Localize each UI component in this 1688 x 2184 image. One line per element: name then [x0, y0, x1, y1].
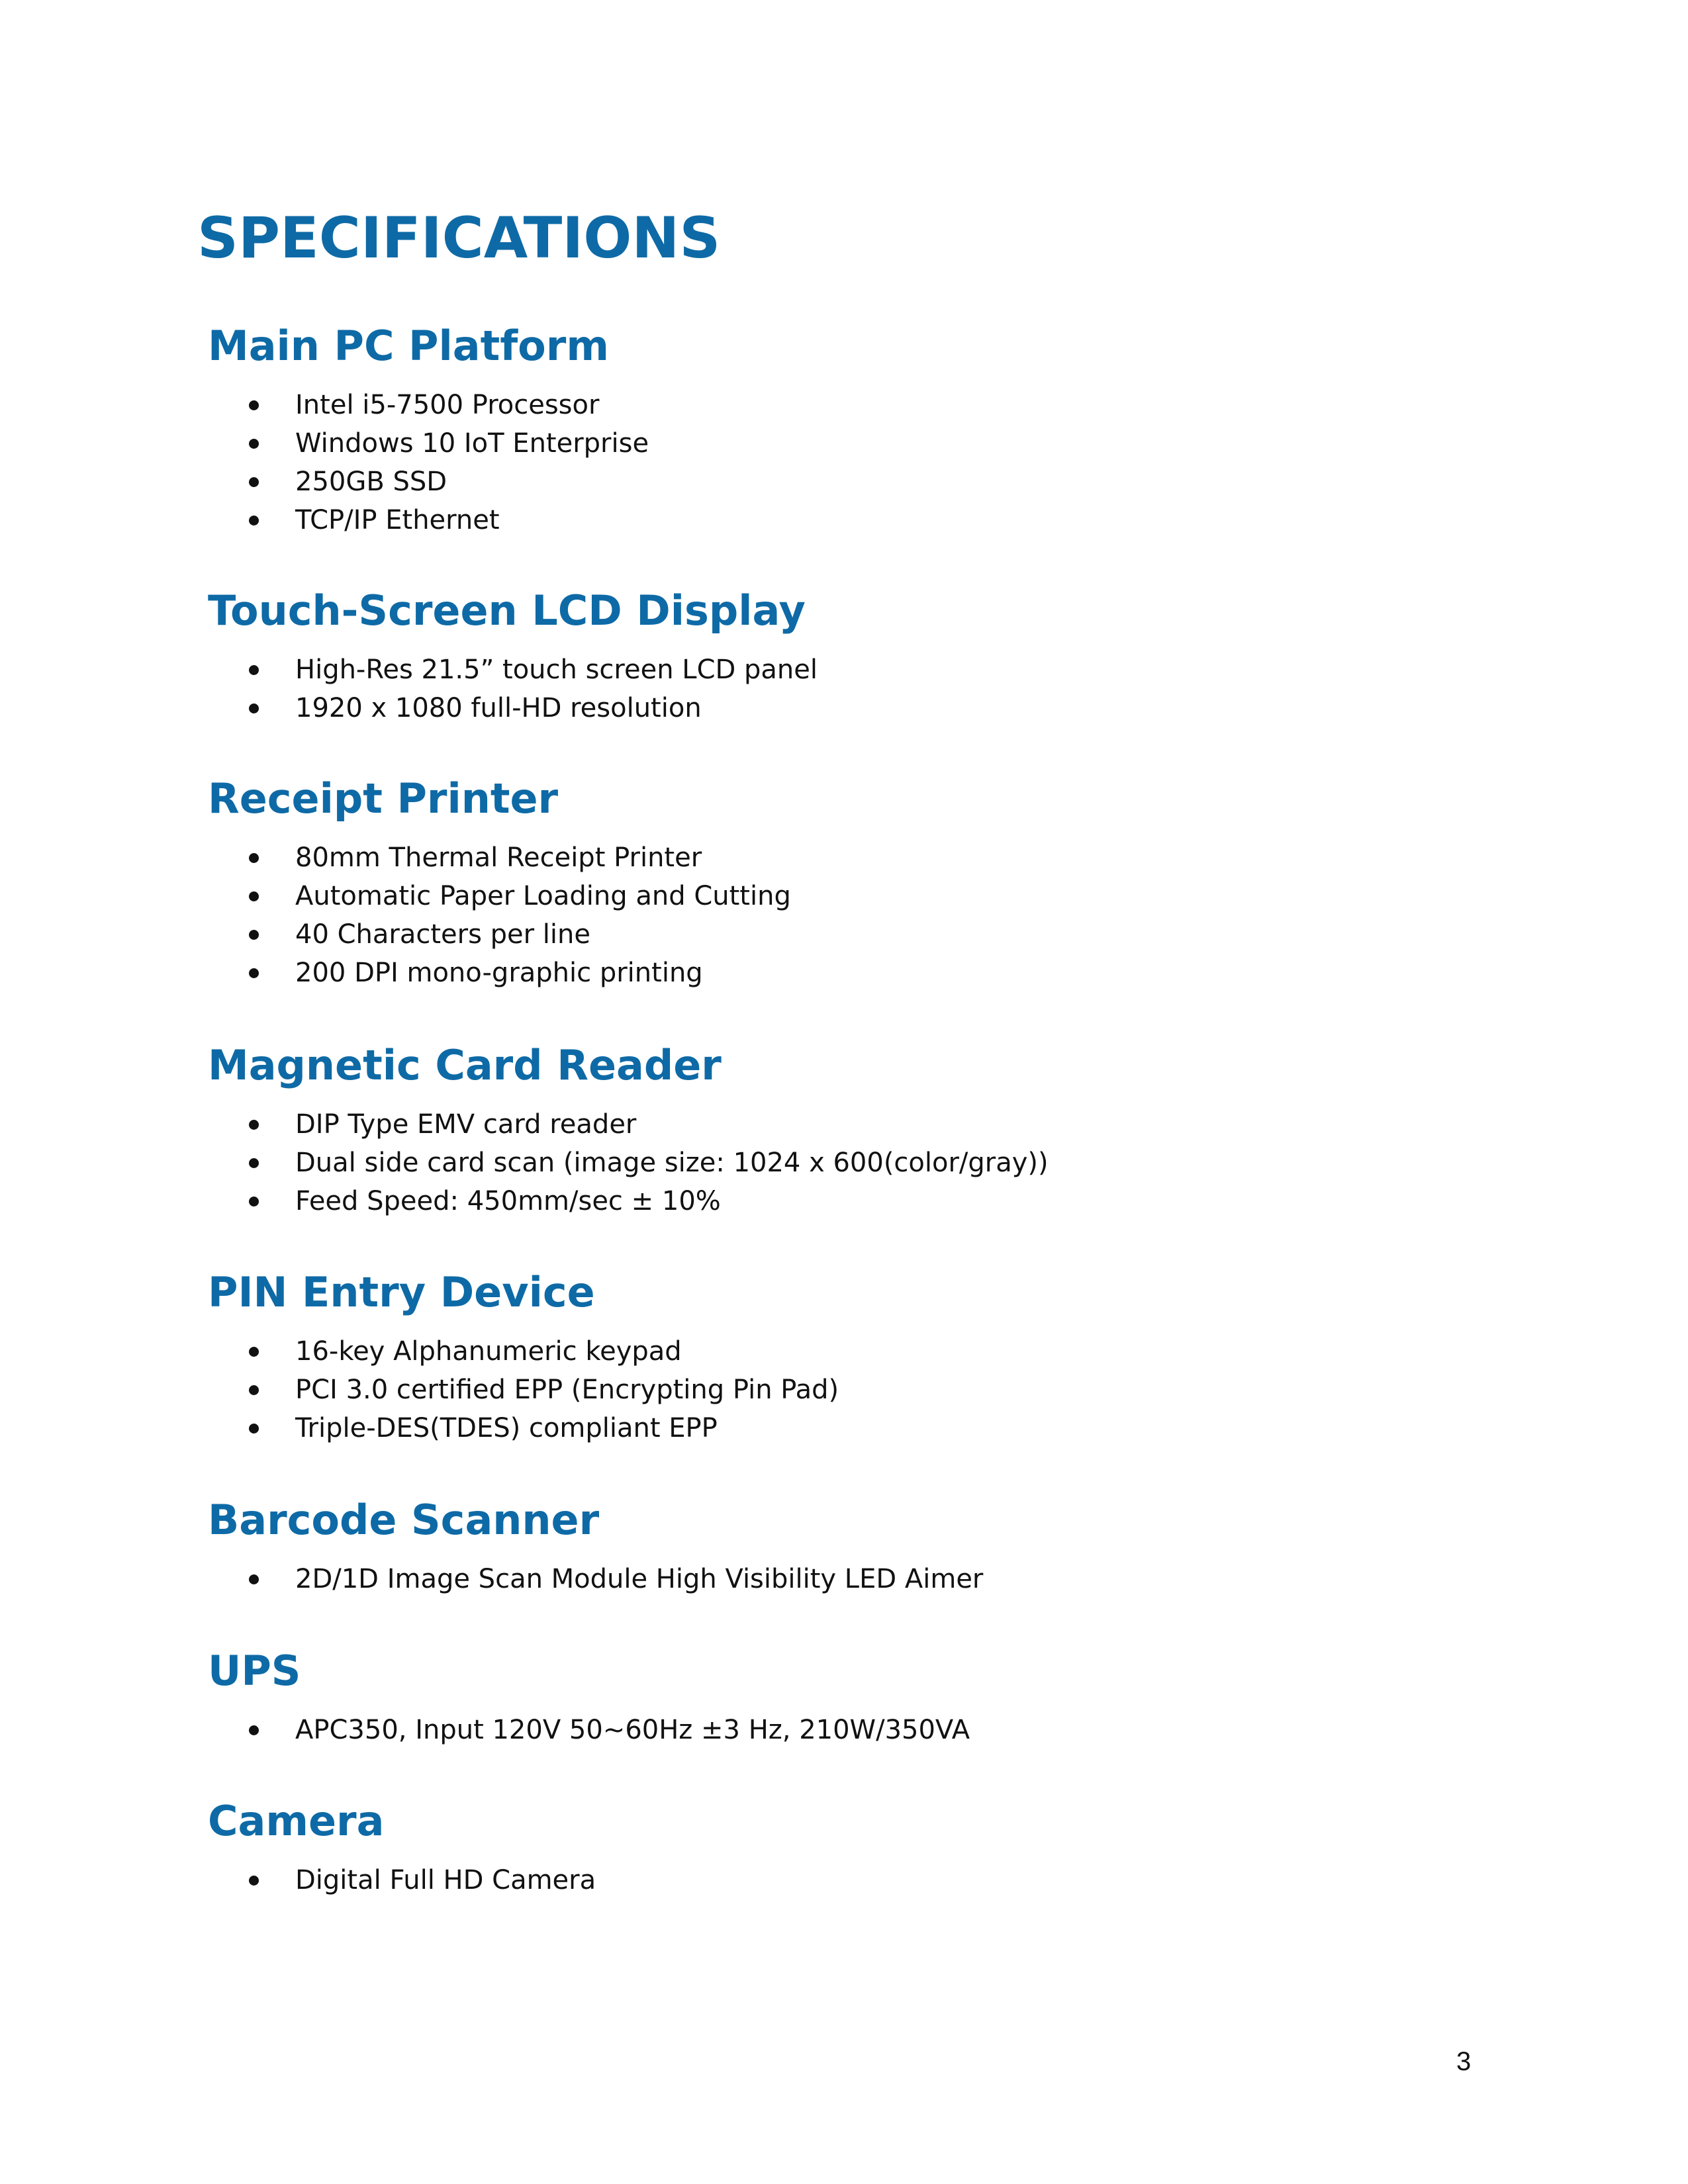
bullet-icon	[249, 516, 259, 525]
list-item-text: DIP Type EMV card reader	[295, 1109, 637, 1140]
section-heading: Camera	[208, 1797, 385, 1845]
list-item-text: Dual side card scan (image size: 1024 x 600(color/gray))	[295, 1148, 1049, 1178]
list-item	[208, 1861, 1532, 1899]
bullet-icon	[249, 891, 259, 901]
spec-list	[208, 839, 1532, 992]
section-magnetic-card-reader	[208, 1039, 1532, 1220]
list-item-text: 250GB SSD	[295, 467, 447, 497]
spec-list	[208, 1560, 1532, 1598]
list-item-text: Digital Full HD Camera	[295, 1865, 596, 1895]
list-item	[208, 1144, 1532, 1182]
list-item-text: High-Res 21.5” touch screen LCD panel	[295, 655, 818, 685]
section-main-pc-platform	[208, 320, 1532, 539]
list-item-text: 200 DPI mono-graphic printing	[295, 958, 703, 988]
bullet-icon	[249, 1347, 259, 1357]
list-item	[208, 501, 1532, 539]
spec-list	[208, 1711, 1532, 1749]
list-item-text: Intel i5-7500 Processor	[295, 390, 600, 420]
list-item	[208, 954, 1532, 992]
list-item-text: 40 Characters per line	[295, 919, 590, 950]
section-pin-entry-device	[208, 1266, 1532, 1447]
list-item	[208, 1560, 1532, 1598]
bullet-icon	[249, 400, 259, 410]
list-item-text: 80mm Thermal Receipt Printer	[295, 842, 702, 873]
list-item	[208, 424, 1532, 463]
section-camera	[208, 1795, 1532, 1899]
section-heading: Barcode Scanner	[208, 1496, 600, 1544]
list-item	[208, 651, 1532, 689]
list-item-text: 16-key Alphanumeric keypad	[295, 1336, 682, 1367]
bullet-icon	[249, 1158, 259, 1168]
bullet-icon	[249, 1574, 259, 1584]
bullet-icon	[249, 1876, 259, 1886]
section-touch-screen-lcd-display	[208, 584, 1532, 727]
list-item	[208, 1371, 1532, 1409]
list-item	[208, 689, 1532, 727]
list-item-text: 1920 x 1080 full-HD resolution	[295, 693, 702, 723]
spec-list	[208, 1332, 1532, 1447]
section-heading: Magnetic Card Reader	[208, 1041, 722, 1089]
list-item-text: Automatic Paper Loading and Cutting	[295, 881, 791, 911]
list-item	[208, 1711, 1532, 1749]
spec-list	[208, 1105, 1532, 1220]
list-item-text: TCP/IP Ethernet	[295, 505, 500, 535]
list-item	[208, 386, 1532, 424]
list-item-text: 2D/1D Image Scan Module High Visibility LED Aimer	[295, 1564, 984, 1594]
list-item-text: Windows 10 IoT Enterprise	[295, 428, 649, 459]
bullet-icon	[249, 439, 259, 449]
spec-list	[208, 651, 1532, 727]
list-item	[208, 915, 1532, 954]
bullet-icon	[249, 477, 259, 487]
section-heading: Receipt Printer	[208, 774, 559, 823]
list-item	[208, 877, 1532, 915]
section-heading: UPS	[208, 1647, 301, 1695]
page-number: 3	[1456, 2047, 1472, 2076]
list-item	[208, 463, 1532, 501]
section-heading: Main PC Platform	[208, 322, 609, 370]
list-item-text: APC350, Input 120V 50~60Hz ±3 Hz, 210W/350VA	[295, 1715, 970, 1745]
bullet-icon	[249, 1120, 259, 1130]
list-item-text: PCI 3.0 certified EPP (Encrypting Pin Pad)	[295, 1375, 839, 1405]
section-heading: PIN Entry Device	[208, 1268, 595, 1316]
list-item	[208, 1182, 1532, 1220]
section-barcode-scanner	[208, 1494, 1532, 1598]
list-item	[208, 1105, 1532, 1144]
list-item	[208, 1409, 1532, 1447]
section-heading: Touch-Screen LCD Display	[208, 586, 806, 635]
bullet-icon	[249, 1424, 259, 1433]
list-item-text: Feed Speed: 450mm/sec ± 10%	[295, 1186, 721, 1216]
bullet-icon	[249, 1725, 259, 1735]
page-title: SPECIFICATIONS	[197, 205, 721, 271]
spec-list	[208, 1861, 1532, 1899]
bullet-icon	[249, 853, 259, 863]
list-item	[208, 839, 1532, 877]
bullet-icon	[249, 665, 259, 675]
spec-list	[208, 386, 1532, 539]
list-item	[208, 1332, 1532, 1371]
bullet-icon	[249, 968, 259, 978]
list-item-text: Triple-DES(TDES) compliant EPP	[295, 1413, 718, 1443]
bullet-icon	[249, 930, 259, 940]
section-ups	[208, 1645, 1532, 1749]
section-receipt-printer	[208, 772, 1532, 992]
bullet-icon	[249, 1197, 259, 1206]
bullet-icon	[249, 704, 259, 713]
bullet-icon	[249, 1385, 259, 1395]
